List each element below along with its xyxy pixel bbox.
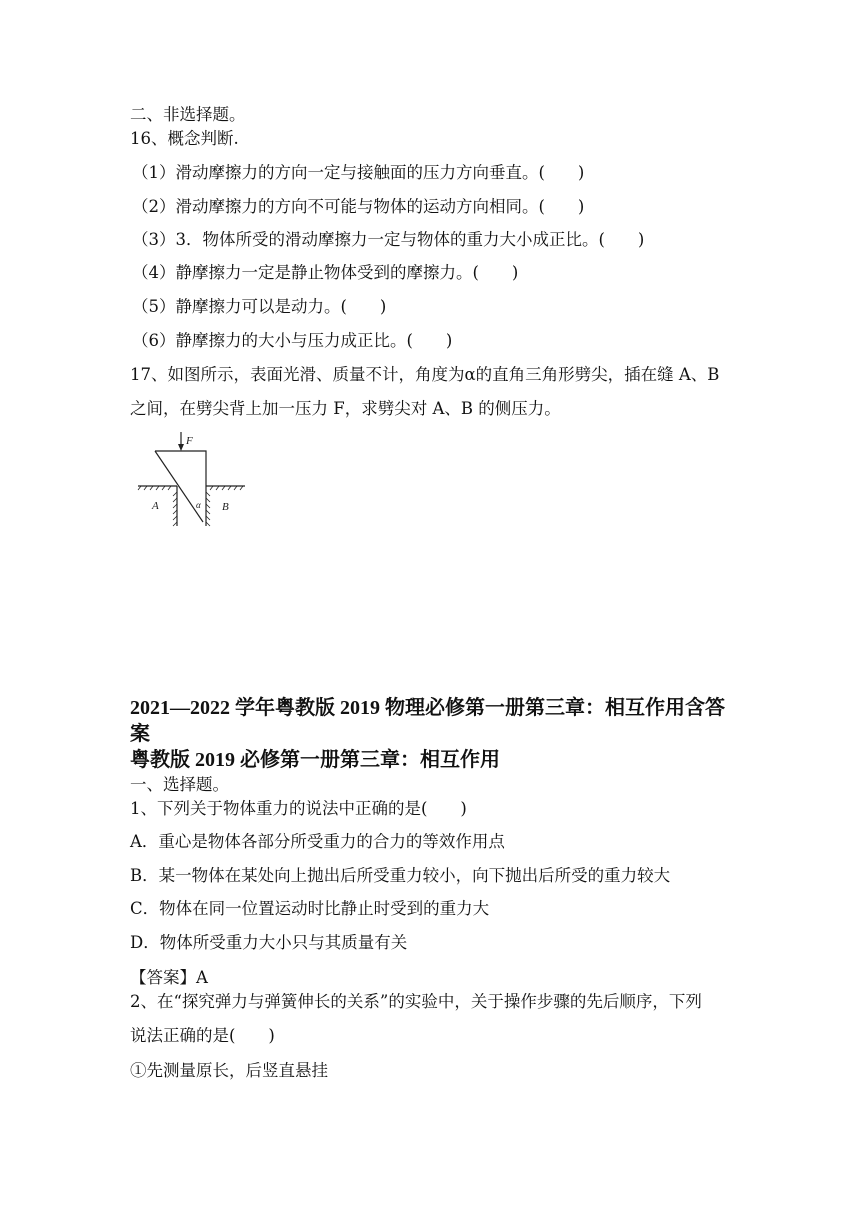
- q1-option-a: A．重心是物体各部分所受重力的合力的等效作用点: [130, 832, 505, 851]
- label-A: A: [152, 500, 159, 512]
- q2-line-2: 说法正确的是( ): [130, 1026, 275, 1045]
- q16-title: 16、概念判断.: [130, 129, 239, 148]
- wedge-figure: [133, 430, 253, 530]
- q1-stem: 1、下列关于物体重力的说法中正确的是( ): [130, 799, 467, 818]
- q2-line-1: 2、在“探究弹力与弹簧伸长的关系”的实验中，关于操作步骤的先后顺序，下列: [130, 992, 702, 1011]
- q17-line-2: 之间，在劈尖背上加一压力 F，求劈尖对 A、B 的侧压力。: [130, 399, 561, 418]
- label-F: F: [186, 435, 193, 447]
- q1-option-b: B．某一物体在某处向上抛出后所受重力较小，向下抛出后所受的重力较大: [130, 866, 671, 885]
- q16-item-5: （5）静摩擦力可以是动力。( ): [132, 297, 387, 316]
- q2-option-1: ①先测量原长，后竖直悬挂: [130, 1061, 328, 1080]
- q16-item-4: （4）静摩擦力一定是静止物体受到的摩擦力。( ): [132, 263, 519, 282]
- q16-item-3: （3）3．物体所受的滑动摩擦力一定与物体的重力大小成正比。( ): [132, 230, 645, 249]
- doc-title-line-2: 案: [130, 723, 150, 745]
- q1-answer: 【答案】A: [130, 968, 208, 987]
- section-1-heading: 一、选择题。: [130, 775, 229, 794]
- doc-subtitle: 粤教版 2019 必修第一册第三章：相互作用: [130, 749, 500, 771]
- q1-option-d: D．物体所受重力大小只与其质量有关: [130, 933, 408, 952]
- heading-part2: 二、非选择题。: [130, 105, 246, 124]
- q17-line-1: 17、如图所示，表面光滑、质量不计，角度为α的直角三角形劈尖，插在缝 A、B: [130, 365, 720, 384]
- q16-item-2: （2）滑动摩擦力的方向不可能与物体的运动方向相同。( ): [132, 197, 585, 216]
- q16-item-6: （6）静摩擦力的大小与压力成正比。( ): [132, 331, 453, 350]
- label-B: B: [222, 501, 229, 513]
- q16-item-1: （1）滑动摩擦力的方向一定与接触面的压力方向垂直。( ): [132, 163, 585, 182]
- label-alpha: α: [196, 500, 201, 510]
- doc-title-line-1: 2021—2022 学年粤教版 2019 物理必修第一册第三章：相互作用含答: [130, 697, 725, 719]
- q1-option-c: C．物体在同一位置运动时比静止时受到的重力大: [130, 899, 490, 918]
